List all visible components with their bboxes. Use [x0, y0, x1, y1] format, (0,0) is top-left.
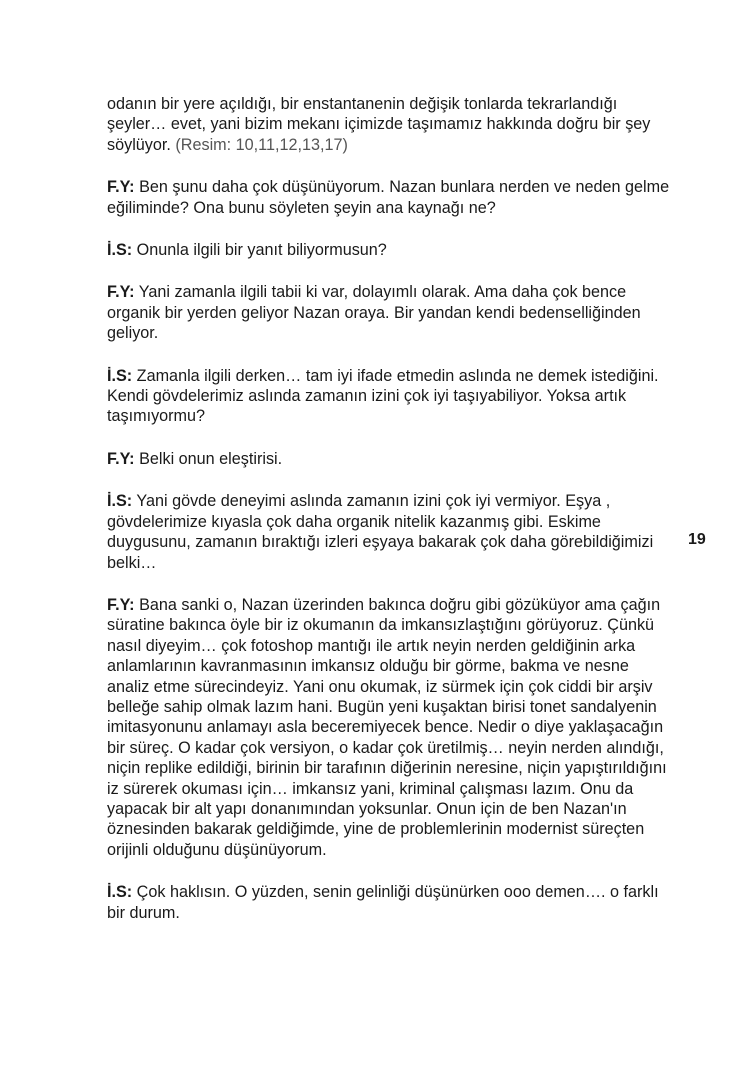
- paragraph-text: Onunla ilgili bir yanıt biliyormusun?: [132, 241, 387, 260]
- paragraph-8: [107, 595, 675, 860]
- speaker-label: İ.S:: [107, 492, 133, 511]
- paragraph-6: [107, 449, 675, 469]
- page-number: 19: [688, 531, 706, 548]
- paragraph-5: [107, 366, 675, 427]
- speaker-label: F.Y:: [107, 595, 135, 614]
- speaker-label: İ.S:: [107, 366, 133, 385]
- paragraph-text: Zamanla ilgili derken… tam iyi ifade etmedin aslında ne demek istediğini. Kendi gövdelerimiz aslında zamanın izini çok iyi taşıyabiliyor. Yoksa artık taşımıyormu?: [107, 366, 659, 426]
- image-reference: (Resim: 10,11,12,13,17): [175, 135, 348, 154]
- paragraph-4: [107, 282, 675, 343]
- paragraph-3: [107, 240, 675, 260]
- speaker-label: F.Y:: [107, 283, 135, 302]
- paragraph-text: Yani gövde deneyimi aslında zamanın izini çok iyi vermiyor. Eşya , gövdelerimize kıyasla çok daha organik nitelik kazanmış gibi. Eskime duygusunu, zamanın bıraktığı izleri eşyaya bakarak çok daha görebildiğimizi belki…: [107, 492, 654, 572]
- paragraph-9: [107, 882, 675, 923]
- paragraph-text: Çok haklısın. O yüzden, senin gelinliği düşünürken ooo demen…. o farklı bir durum.: [107, 883, 659, 922]
- paragraph-text: Yani zamanla ilgili tabii ki var, dolayımlı olarak. Ama daha çok bence organik bir yerden geliyor Nazan oraya. Bir yandan kendi bedenselliğinden geliyor.: [107, 283, 641, 343]
- page-body: [107, 94, 675, 945]
- paragraph-text: Belki onun eleştirisi.: [134, 449, 283, 468]
- paragraph-text: odanın bir yere açıldığı, bir enstantanenin değişik tonlarda tekrarlandığı şeyler… evet, yani bizim mekanı içimizde taşımamız hakkında doğru bir şey söylüyor.: [107, 95, 651, 154]
- speaker-label: F.Y:: [107, 178, 135, 197]
- paragraph-text: Bana sanki o, Nazan üzerinden bakınca doğru gibi gözüküyor ama çağın süratine bakınca öyle bir iz okumanın da imkansızlaştığını görüyoruz. Çünkü nasıl diyeyim… çok fotoshop mantığı ile artık neyin nerden geldiğinin arka anlamlarının kavranmasının imkansız olduğu bir görme, bakma ve nesne analiz etme sürecindeyiz. Yani onu okumak, iz sürmek için çok ciddi bir arşiv belleğe sahip olmak lazım hani. Bugün yeni kuşaktan birisi tonet sandalyenin imitasyonunu anlamayı asla beceremiyecek bence. Nedir o diye yaklaşacağın bir süreç. O kadar çok versiyon, o kadar çok üretilmiş… neyin nerden alındığı, niçin replike edildiği, birinin bir tarafının diğerinin neresine, niçin yapıştırıldığını iz sürerek okuması için… imkansız yani, kriminal çalışması lazım. Onu da yapacak bir alt yapı donanımından yoksunlar. Onun için de ben Nazan'ın öznesinden bakarak geldiğimde, yine de problemlerinin modernist süreçten orijinli olduğunu düşünüyorum.: [107, 595, 667, 859]
- paragraph-1: [107, 94, 675, 155]
- speaker-label: F.Y:: [107, 449, 135, 468]
- paragraph-2: [107, 177, 675, 218]
- paragraph-7: [107, 491, 675, 573]
- speaker-label: İ.S:: [107, 883, 133, 902]
- paragraph-text: Ben şunu daha çok düşünüyorum. Nazan bunlara nerden ve neden gelme eğiliminde? Ona bunu söyleten şeyin ana kaynağı ne?: [107, 178, 670, 217]
- speaker-label: İ.S:: [107, 241, 133, 260]
